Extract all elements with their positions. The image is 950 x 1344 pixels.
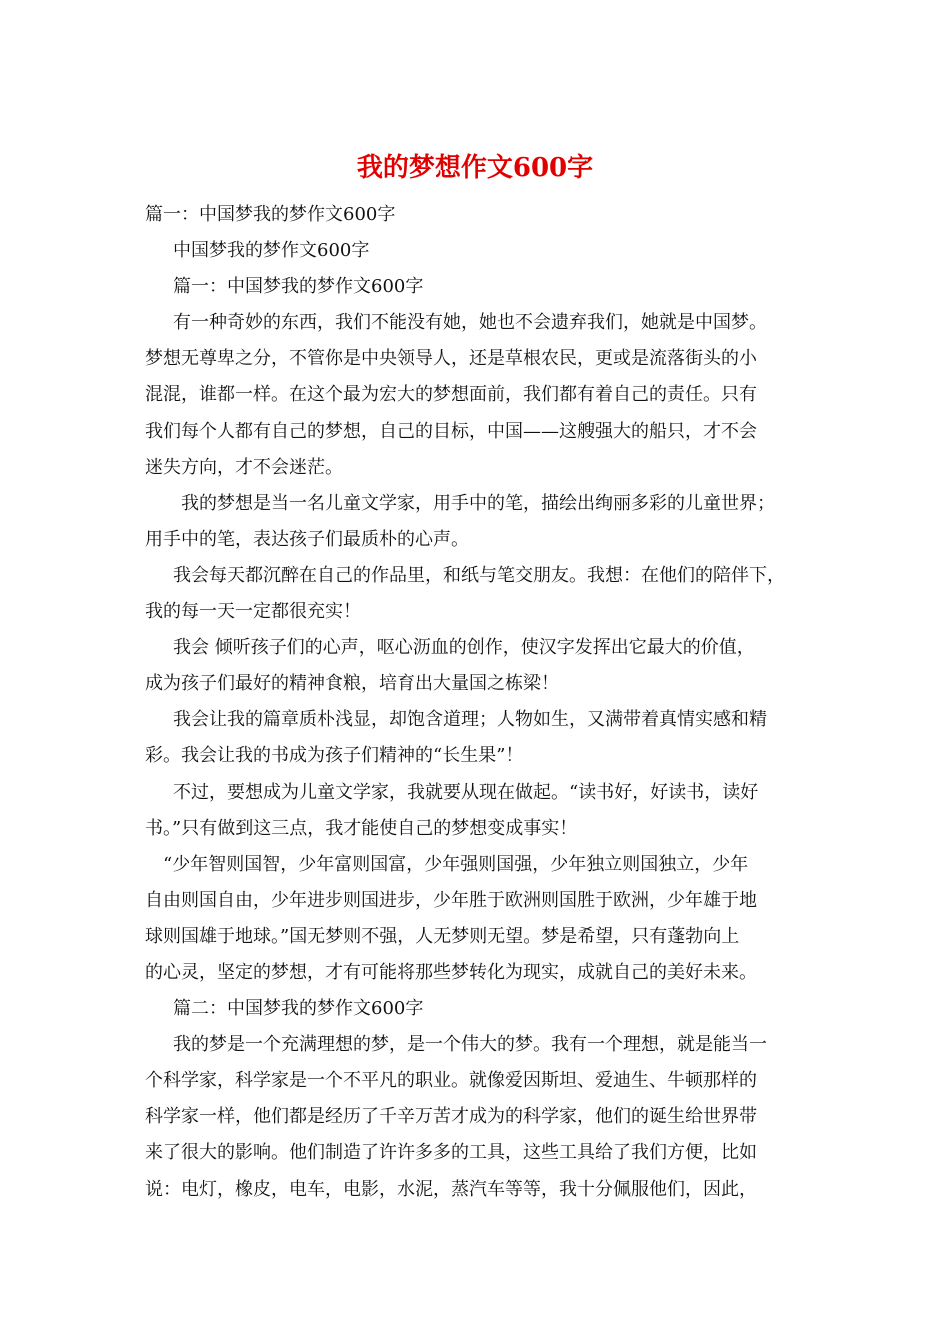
paragraph-line: 球则国雄于地球。”国无梦则不强，人无梦则无望。梦是希望，只有蓬勃向上: [145, 925, 740, 947]
paragraph-line: 成为孩子们最好的精神食粮，培育出大量国之栋梁！: [145, 673, 559, 695]
paragraph-line: 迷失方向，才不会迷茫。: [145, 456, 343, 478]
paragraph-line: 来了很大的影响。他们制造了许许多多的工具，这些工具给了我们方便，比如: [145, 1142, 757, 1164]
paragraph-line: 说：电灯，橡皮，电车，电影，水泥，蒸汽车等等，我十分佩服他们，因此，: [145, 1178, 757, 1200]
document-title: 我的梦想作文600字: [356, 153, 594, 183]
paragraph-line: 我们每个人都有自己的梦想，自己的目标，中国——这艘强大的船只，才不会: [145, 420, 757, 442]
paragraph-line: 用手中的笔，表达孩子们最质朴的心声。: [145, 528, 469, 550]
paragraph-line: 我的每一天一定都很充实！: [145, 601, 361, 623]
paragraph-line: 混混，谁都一样。在这个最为宏大的梦想面前，我们都有着自己的责任。只有: [145, 384, 757, 406]
section-heading: 篇二：中国梦我的梦作文600字: [173, 998, 424, 1020]
subheading: 篇一：中国梦我的梦作文600字: [173, 276, 424, 298]
paragraph-line: 有一种奇妙的东西，我们不能没有她，她也不会遗弃我们，她就是中国梦。: [173, 312, 767, 334]
paragraph-line: 我的梦想是当一名儿童文学家，用手中的笔，描绘出绚丽多彩的儿童世界；: [181, 492, 775, 514]
paragraph-line: 个科学家，科学家是一个不平凡的职业。就像爱因斯坦、爱迪生、牛顿那样的: [145, 1070, 757, 1092]
subheading: 中国梦我的梦作文600字: [173, 240, 370, 262]
paragraph-line: 我的梦是一个充满理想的梦，是一个伟大的梦。我有一个理想，就是能当一: [173, 1034, 767, 1056]
paragraph-line: 科学家一样，他们都是经历了千辛万苦才成为的科学家，他们的诞生给世界带: [145, 1106, 757, 1128]
paragraph-line: 我会让我的篇章质朴浅显，却饱含道理；人物如生，又满带着真情实感和精: [173, 709, 767, 731]
paragraph-line: 彩。我会让我的书成为孩子们精神的“长生果”！: [145, 745, 524, 767]
paragraph-line: 我会 倾听孩子们的心声，呕心沥血的创作，使汉字发挥出它最大的价值，: [173, 637, 755, 659]
paragraph-line: 的心灵，坚定的梦想，才有可能将那些梦转化为现实，成就自己的美好未来。: [145, 961, 757, 983]
section-heading: 篇一：中国梦我的梦作文600字: [145, 204, 396, 225]
paragraph-line: 自由则国自由，少年进步则国进步，少年胜于欧洲则国胜于欧洲，少年雄于地: [145, 889, 757, 911]
paragraph-line: 我会每天都沉醉在自己的作品里，和纸与笔交朋友。我想：在他们的陪伴下，: [173, 564, 785, 586]
paragraph-line: 不过，要想成为儿童文学家，我就要从现在做起。“读书好，好读书，读好: [173, 781, 759, 803]
paragraph-line: “少年智则国智，少年富则国富，少年强则国强，少年独立则国独立，少年: [163, 853, 749, 875]
document-body: [145, 197, 815, 1208]
paragraph-line: 梦想无尊卑之分，不管你是中央领导人，还是草根农民，更或是流落街头的小: [145, 348, 757, 370]
paragraph-line: 书。”只有做到这三点，我才能使自己的梦想变成事实！: [145, 817, 578, 839]
